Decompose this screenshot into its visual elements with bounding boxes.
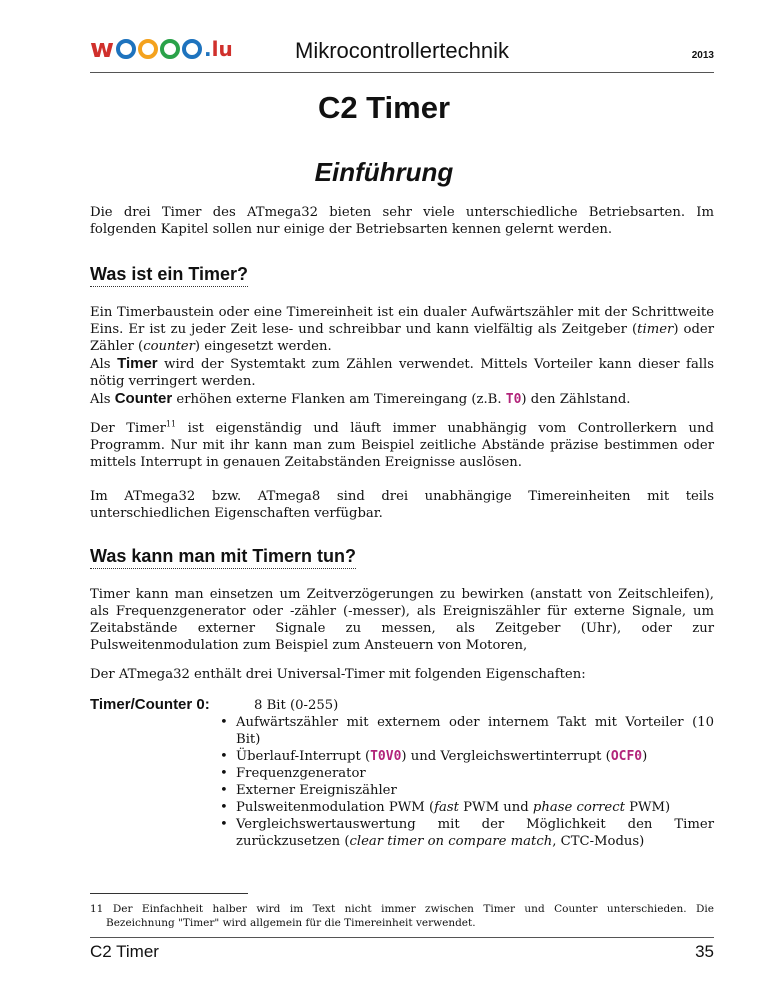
intro-paragraph: Die drei Timer des ATmega32 bieten sehr viele unterschiedliche Betriebsarten. Im folgenden Kapitel sollen nur einige der Betriebsarten kennen gelernt werden. <box>90 205 714 237</box>
timer-units-paragraph: Im ATmega32 bzw. ATmega8 sind drei unabhängige Timereinheiten mit teils unterschiedlichen Eigenschaften verfügbar. <box>90 489 714 521</box>
weigu-logo: w . lu <box>90 34 233 64</box>
footnote-11: 11 Der Einfachheit halber wird im Text nicht immer zwischen Timer und Counter unterschieden. Die Bezeichnung "Timer" wird allgemein für die Timereinheit verwendet. <box>90 903 714 929</box>
definition-paragraph: Ein Timerbaustein oder eine Timereinheit ist ein dualer Aufwärtszähler mit der Schrittweite Eins. Er ist zu jeder Zeit lese- und schreibbar und kann vielfältig als Zeitgeber (timer) oder Zähler (counter) eingesetzt werden. Als Timer wird der Systemtakt zum Zählen verwendet. Mittels Vorteiler kann dieser falls nötig verringert werden. Als Counter erhöhen externe Flanken am Timereingang (z.B. T0) den Zählstand. <box>90 305 715 407</box>
list-item: • Vergleichswertauswertung mit der Möglichkeit den Timer zurückzusetzen (clear timer on compare match, CTC-Modus) <box>216 816 714 850</box>
list-item: • Pulsweitenmodulation PWM (fast PWM und phase correct PWM) <box>216 799 714 816</box>
footnote-ref: 11 <box>165 419 177 429</box>
term-counter: Counter <box>114 390 173 407</box>
list-item: • Aufwärtszähler mit externem oder internem Takt mit Vorteiler (10 Bit) <box>216 714 714 748</box>
chapter-title: C2 Timer <box>317 90 451 125</box>
timer-counter-0-bits: 8 Bit (0-255) <box>254 698 339 713</box>
timer-counter-0-label: Timer/Counter 0: <box>90 696 210 713</box>
footnote-divider <box>90 893 248 894</box>
term-timer: Timer <box>117 355 158 372</box>
footer-divider <box>90 937 714 938</box>
timer-counter-0-features <box>216 714 714 850</box>
register-t0: T0 <box>505 392 522 407</box>
list-item: • Frequenzgenerator <box>216 765 714 782</box>
contains-paragraph: Der ATmega32 enthält drei Universal-Timer mit folgenden Eigenschaften: <box>90 667 586 682</box>
heading-was-kann-man: Was kann man mit Timern tun? <box>90 546 356 569</box>
independence-paragraph: Der Timer$^{11}$ ist eigenständig und läuft immer unabhängig vom Controllerkern und Programm. Nur mit ihr kann man zum Beispiel zeitliche Abstände präzise bestimmen oder mittels Interrupt in genauen Zeitabständen Ereignisse auslösen. <box>90 419 714 470</box>
list-item: • Überlauf-Interrupt (T0V0) und Vergleichswertinterrupt (OCF0) <box>216 748 714 765</box>
footer-chapter: C2 Timer <box>90 942 159 961</box>
page-header <box>90 34 714 73</box>
list-item: • Externer Ereigniszähler <box>216 782 714 799</box>
page-number: 35 <box>695 942 714 961</box>
heading-was-ist-ein-timer: Was ist ein Timer? <box>90 264 248 287</box>
header-title: Mikrocontrollertechnik <box>295 38 509 63</box>
register-ocf0: OCF0 <box>610 749 643 764</box>
header-year: 2013 <box>691 50 714 61</box>
uses-paragraph: Timer kann man einsetzen um Zeitverzögerungen zu bewirken (anstatt von Zeitschleifen), als Frequenzgenerator oder -zähler (-messer), als Ereigniszähler für externe Signale, um Zeitabstände externer Signale zu messen, als Zeitgeber (Uhr), oder zur Pulsweitenmodulation zum Beispiel zum Ansteuern von Motoren, <box>90 587 714 653</box>
register-t0v0: T0V0 <box>370 749 402 764</box>
section-title: Einführung <box>314 157 454 187</box>
